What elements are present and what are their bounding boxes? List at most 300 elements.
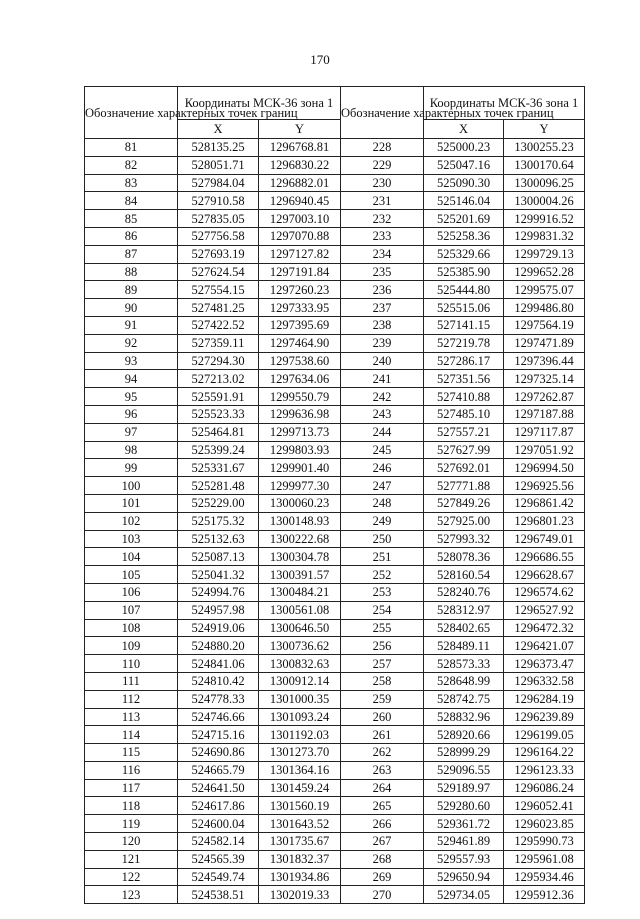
table-cell-x-value: 525331.67 — [178, 459, 259, 477]
table-row — [85, 139, 585, 157]
table-cell-y-value: 1299575.07 — [504, 281, 585, 299]
table-cell-y-value: 1296052.41 — [504, 797, 585, 815]
table-row — [85, 210, 585, 228]
table-cell-point-number: 115 — [85, 744, 178, 762]
table-row — [85, 334, 585, 352]
table-cell-y-value: 1302019.33 — [259, 886, 341, 904]
table-cell-point-number: 251 — [341, 548, 424, 566]
table-cell-y-value: 1300304.78 — [259, 548, 341, 566]
table-cell-y-value: 1300646.50 — [259, 619, 341, 637]
table-cell-y-value: 1300561.08 — [259, 601, 341, 619]
table-cell-point-number: 247 — [341, 477, 424, 495]
table-cell-y-value: 1296527.92 — [504, 601, 585, 619]
table-cell-y-value: 1296830.22 — [259, 156, 341, 174]
table-cell-point-number: 95 — [85, 388, 178, 406]
table-cell-x-value: 524810.42 — [178, 672, 259, 690]
table-cell-x-value: 524538.51 — [178, 886, 259, 904]
table-cell-point-number: 240 — [341, 352, 424, 370]
table-row — [85, 477, 585, 495]
table-cell-y-value: 1295934.46 — [504, 868, 585, 886]
table-cell-x-value: 527359.11 — [178, 334, 259, 352]
table-cell-x-value: 527481.25 — [178, 299, 259, 317]
table-row — [85, 494, 585, 512]
table-cell-x-value: 524919.06 — [178, 619, 259, 637]
table-row — [85, 833, 585, 851]
table-cell-x-value: 524841.06 — [178, 655, 259, 673]
table-cell-y-value: 1299977.30 — [259, 477, 341, 495]
table-cell-point-number: 119 — [85, 815, 178, 833]
header-y-left: Y — [259, 120, 341, 139]
table-cell-point-number: 266 — [341, 815, 424, 833]
table-cell-point-number: 270 — [341, 886, 424, 904]
table-cell-y-value: 1296421.07 — [504, 637, 585, 655]
table-row — [85, 548, 585, 566]
table-cell-y-value: 1297070.88 — [259, 227, 341, 245]
table-row — [85, 637, 585, 655]
table-cell-y-value: 1299486.80 — [504, 299, 585, 317]
table-cell-point-number: 265 — [341, 797, 424, 815]
table-row — [85, 405, 585, 423]
table-cell-y-value: 1297117.87 — [504, 423, 585, 441]
table-cell-x-value: 529461.89 — [424, 833, 504, 851]
table-cell-x-value: 528240.76 — [424, 583, 504, 601]
table-cell-point-number: 116 — [85, 761, 178, 779]
table-cell-y-value: 1297538.60 — [259, 352, 341, 370]
table-cell-x-value: 527849.26 — [424, 494, 504, 512]
table-cell-x-value: 525047.16 — [424, 156, 504, 174]
header-points-label-left: Обозначение характерных точек границ — [85, 87, 178, 139]
table-cell-x-value: 528648.99 — [424, 672, 504, 690]
table-cell-point-number: 259 — [341, 690, 424, 708]
table-cell-y-value: 1299803.93 — [259, 441, 341, 459]
table-cell-y-value: 1296086.24 — [504, 779, 585, 797]
table-cell-x-value: 528573.33 — [424, 655, 504, 673]
table-cell-x-value: 524994.76 — [178, 583, 259, 601]
table-row — [85, 850, 585, 868]
table-cell-point-number: 232 — [341, 210, 424, 228]
table-cell-y-value: 1301093.24 — [259, 708, 341, 726]
table-cell-y-value: 1301643.52 — [259, 815, 341, 833]
table-cell-y-value: 1297191.84 — [259, 263, 341, 281]
table-cell-point-number: 85 — [85, 210, 178, 228]
table-cell-point-number: 110 — [85, 655, 178, 673]
table-cell-y-value: 1295961.08 — [504, 850, 585, 868]
table-cell-x-value: 527693.19 — [178, 245, 259, 263]
table-cell-y-value: 1299901.40 — [259, 459, 341, 477]
table-cell-y-value: 1296332.58 — [504, 672, 585, 690]
table-row — [85, 708, 585, 726]
table-cell-x-value: 528051.71 — [178, 156, 259, 174]
header-coords-label-left: Координаты МСК-36 зона 1 — [178, 87, 341, 120]
table-cell-x-value: 528160.54 — [424, 566, 504, 584]
table-cell-y-value: 1300832.63 — [259, 655, 341, 673]
table-cell-y-value: 1299550.79 — [259, 388, 341, 406]
table-cell-point-number: 264 — [341, 779, 424, 797]
table-row — [85, 690, 585, 708]
table-cell-y-value: 1297325.14 — [504, 370, 585, 388]
table-cell-point-number: 234 — [341, 245, 424, 263]
table-cell-x-value: 527984.04 — [178, 174, 259, 192]
table-cell-point-number: 267 — [341, 833, 424, 851]
table-cell-x-value: 524641.50 — [178, 779, 259, 797]
table-cell-point-number: 89 — [85, 281, 178, 299]
table-row — [85, 316, 585, 334]
table-cell-y-value: 1296284.19 — [504, 690, 585, 708]
table-cell-y-value: 1300484.21 — [259, 583, 341, 601]
table-cell-y-value: 1300912.14 — [259, 672, 341, 690]
table-row — [85, 530, 585, 548]
table-cell-point-number: 237 — [341, 299, 424, 317]
table-cell-y-value: 1296164.22 — [504, 744, 585, 762]
page-number: 170 — [310, 52, 330, 67]
table-cell-point-number: 246 — [341, 459, 424, 477]
table-cell-point-number: 96 — [85, 405, 178, 423]
table-cell-x-value: 524549.74 — [178, 868, 259, 886]
table-cell-point-number: 231 — [341, 192, 424, 210]
table-row — [85, 245, 585, 263]
table-cell-y-value: 1299652.28 — [504, 263, 585, 281]
table-cell-point-number: 107 — [85, 601, 178, 619]
table-row — [85, 299, 585, 317]
table-cell-x-value: 525515.06 — [424, 299, 504, 317]
table-cell-point-number: 86 — [85, 227, 178, 245]
table-cell-point-number: 106 — [85, 583, 178, 601]
table-cell-point-number: 98 — [85, 441, 178, 459]
table-cell-x-value: 524880.20 — [178, 637, 259, 655]
header-x-left: X — [178, 120, 259, 139]
table-cell-x-value: 529361.72 — [424, 815, 504, 833]
table-cell-point-number: 121 — [85, 850, 178, 868]
table-cell-point-number: 114 — [85, 726, 178, 744]
table-cell-y-value: 1300170.64 — [504, 156, 585, 174]
table-cell-point-number: 261 — [341, 726, 424, 744]
table-row — [85, 352, 585, 370]
table-cell-y-value: 1300096.25 — [504, 174, 585, 192]
table-cell-x-value: 528402.65 — [424, 619, 504, 637]
table-cell-point-number: 250 — [341, 530, 424, 548]
table-cell-point-number: 235 — [341, 263, 424, 281]
table-cell-point-number: 238 — [341, 316, 424, 334]
table-cell-x-value: 527422.52 — [178, 316, 259, 334]
table-cell-y-value: 1299713.73 — [259, 423, 341, 441]
table-cell-y-value: 1301364.16 — [259, 761, 341, 779]
table-cell-x-value: 524600.04 — [178, 815, 259, 833]
table-cell-x-value: 527910.58 — [178, 192, 259, 210]
table-cell-x-value: 529189.97 — [424, 779, 504, 797]
table-cell-y-value: 1300222.68 — [259, 530, 341, 548]
table-cell-y-value: 1300391.57 — [259, 566, 341, 584]
table-cell-y-value: 1300148.93 — [259, 512, 341, 530]
table-row — [85, 441, 585, 459]
table-row — [85, 815, 585, 833]
table-cell-x-value: 529650.94 — [424, 868, 504, 886]
table-cell-point-number: 233 — [341, 227, 424, 245]
table-cell-x-value: 527993.32 — [424, 530, 504, 548]
table-cell-x-value: 527756.58 — [178, 227, 259, 245]
table-cell-y-value: 1296373.47 — [504, 655, 585, 673]
table-cell-point-number: 93 — [85, 352, 178, 370]
header-y-right: Y — [504, 120, 585, 139]
table-cell-y-value: 1300736.62 — [259, 637, 341, 655]
table-cell-point-number: 118 — [85, 797, 178, 815]
table-cell-y-value: 1297396.44 — [504, 352, 585, 370]
table-cell-y-value: 1300255.23 — [504, 139, 585, 157]
table-cell-x-value: 528489.11 — [424, 637, 504, 655]
table-row — [85, 672, 585, 690]
table-cell-x-value: 527624.54 — [178, 263, 259, 281]
table-cell-x-value: 528312.97 — [424, 601, 504, 619]
table-cell-x-value: 527692.01 — [424, 459, 504, 477]
table-cell-y-value: 1301735.67 — [259, 833, 341, 851]
table-cell-point-number: 263 — [341, 761, 424, 779]
table-cell-x-value: 527351.56 — [424, 370, 504, 388]
table-cell-y-value: 1297003.10 — [259, 210, 341, 228]
table-cell-x-value: 524957.98 — [178, 601, 259, 619]
table-cell-x-value: 524690.86 — [178, 744, 259, 762]
table-cell-point-number: 260 — [341, 708, 424, 726]
table-cell-x-value: 528742.75 — [424, 690, 504, 708]
table-row — [85, 886, 585, 904]
header-x-right: X — [424, 120, 504, 139]
table-cell-y-value: 1295912.36 — [504, 886, 585, 904]
table-cell-y-value: 1301000.35 — [259, 690, 341, 708]
table-cell-x-value: 527286.17 — [424, 352, 504, 370]
table-cell-point-number: 253 — [341, 583, 424, 601]
table-cell-point-number: 94 — [85, 370, 178, 388]
table-cell-point-number: 120 — [85, 833, 178, 851]
table-cell-x-value: 525464.81 — [178, 423, 259, 441]
table-cell-y-value: 1296123.33 — [504, 761, 585, 779]
table-cell-y-value: 1297564.19 — [504, 316, 585, 334]
table-row — [85, 156, 585, 174]
table-cell-y-value: 1296472.32 — [504, 619, 585, 637]
table-cell-y-value: 1296023.85 — [504, 815, 585, 833]
table-cell-x-value: 525229.00 — [178, 494, 259, 512]
table-cell-x-value: 527771.88 — [424, 477, 504, 495]
table-cell-x-value: 529557.93 — [424, 850, 504, 868]
table-cell-y-value: 1296628.67 — [504, 566, 585, 584]
table-cell-point-number: 87 — [85, 245, 178, 263]
table-cell-point-number: 111 — [85, 672, 178, 690]
table-cell-x-value: 527213.02 — [178, 370, 259, 388]
table-cell-x-value: 525175.32 — [178, 512, 259, 530]
table-row — [85, 281, 585, 299]
table-cell-point-number: 102 — [85, 512, 178, 530]
table-cell-point-number: 254 — [341, 601, 424, 619]
table-cell-y-value: 1297634.06 — [259, 370, 341, 388]
table-cell-x-value: 524565.39 — [178, 850, 259, 868]
table-row — [85, 779, 585, 797]
table-cell-point-number: 243 — [341, 405, 424, 423]
table-row — [85, 512, 585, 530]
table-row — [85, 655, 585, 673]
table-cell-point-number: 112 — [85, 690, 178, 708]
table-cell-x-value: 528999.29 — [424, 744, 504, 762]
table-row — [85, 726, 585, 744]
table-cell-x-value: 525000.23 — [424, 139, 504, 157]
table-cell-y-value: 1301273.70 — [259, 744, 341, 762]
table-cell-point-number: 236 — [341, 281, 424, 299]
table-cell-point-number: 90 — [85, 299, 178, 317]
table-cell-x-value: 527141.15 — [424, 316, 504, 334]
table-row — [85, 370, 585, 388]
table-cell-y-value: 1297051.92 — [504, 441, 585, 459]
table-cell-point-number: 241 — [341, 370, 424, 388]
table-row — [85, 459, 585, 477]
table-cell-x-value: 525591.91 — [178, 388, 259, 406]
table-cell-x-value: 525041.32 — [178, 566, 259, 584]
table-cell-point-number: 97 — [85, 423, 178, 441]
table-row — [85, 566, 585, 584]
table-cell-x-value: 528832.96 — [424, 708, 504, 726]
table-cell-y-value: 1301192.03 — [259, 726, 341, 744]
table-cell-point-number: 91 — [85, 316, 178, 334]
table-cell-point-number: 239 — [341, 334, 424, 352]
table-cell-point-number: 230 — [341, 174, 424, 192]
table-cell-point-number: 81 — [85, 139, 178, 157]
table-cell-y-value: 1301934.86 — [259, 868, 341, 886]
table-cell-y-value: 1296882.01 — [259, 174, 341, 192]
table-cell-point-number: 117 — [85, 779, 178, 797]
table-row — [85, 868, 585, 886]
table-cell-x-value: 529096.55 — [424, 761, 504, 779]
table-cell-x-value: 525281.48 — [178, 477, 259, 495]
table-row — [85, 192, 585, 210]
table-row — [85, 227, 585, 245]
table-cell-point-number: 99 — [85, 459, 178, 477]
table-cell-x-value: 529280.60 — [424, 797, 504, 815]
table-cell-y-value: 1296239.89 — [504, 708, 585, 726]
table-cell-y-value: 1301832.37 — [259, 850, 341, 868]
table-cell-point-number: 242 — [341, 388, 424, 406]
table-cell-x-value: 524778.33 — [178, 690, 259, 708]
table-cell-y-value: 1296574.62 — [504, 583, 585, 601]
table-row — [85, 263, 585, 281]
table-cell-y-value: 1297333.95 — [259, 299, 341, 317]
header-points-label-right: Обозначение характерных точек границ — [341, 87, 424, 139]
table-cell-y-value: 1301459.24 — [259, 779, 341, 797]
table-cell-y-value: 1299636.98 — [259, 405, 341, 423]
table-cell-x-value: 525444.80 — [424, 281, 504, 299]
table-cell-y-value: 1299831.32 — [504, 227, 585, 245]
table-cell-x-value: 527925.00 — [424, 512, 504, 530]
table-row — [85, 388, 585, 406]
table-row — [85, 583, 585, 601]
table-cell-point-number: 109 — [85, 637, 178, 655]
table-row — [85, 423, 585, 441]
table-cell-x-value: 525399.24 — [178, 441, 259, 459]
table-cell-point-number: 92 — [85, 334, 178, 352]
table-cell-y-value: 1297262.87 — [504, 388, 585, 406]
table-cell-point-number: 101 — [85, 494, 178, 512]
table-row — [85, 744, 585, 762]
table-row — [85, 797, 585, 815]
table-row — [85, 174, 585, 192]
table-cell-x-value: 527410.88 — [424, 388, 504, 406]
table-cell-x-value: 524715.16 — [178, 726, 259, 744]
table-cell-x-value: 527835.05 — [178, 210, 259, 228]
table-row — [85, 601, 585, 619]
table-cell-y-value: 1297127.82 — [259, 245, 341, 263]
table-cell-y-value: 1301560.19 — [259, 797, 341, 815]
table-cell-point-number: 88 — [85, 263, 178, 281]
table-cell-y-value: 1296801.23 — [504, 512, 585, 530]
table-cell-x-value: 528135.25 — [178, 139, 259, 157]
coordinates-table — [84, 86, 585, 904]
table-cell-x-value: 525329.66 — [424, 245, 504, 263]
table-cell-x-value: 525201.69 — [424, 210, 504, 228]
table-cell-point-number: 252 — [341, 566, 424, 584]
table-cell-y-value: 1299729.13 — [504, 245, 585, 263]
table-cell-y-value: 1296768.81 — [259, 139, 341, 157]
table-cell-y-value: 1300004.26 — [504, 192, 585, 210]
table-cell-point-number: 229 — [341, 156, 424, 174]
table-cell-point-number: 244 — [341, 423, 424, 441]
table-cell-point-number: 105 — [85, 566, 178, 584]
table-cell-x-value: 524665.79 — [178, 761, 259, 779]
table-body — [85, 139, 585, 904]
table-row — [85, 761, 585, 779]
table-cell-y-value: 1296686.55 — [504, 548, 585, 566]
table-cell-x-value: 527294.30 — [178, 352, 259, 370]
table-cell-point-number: 113 — [85, 708, 178, 726]
header-coords-label-right: Координаты МСК-36 зона 1 — [424, 87, 585, 120]
table-cell-y-value: 1297187.88 — [504, 405, 585, 423]
table-cell-x-value: 527485.10 — [424, 405, 504, 423]
table-cell-x-value: 525146.04 — [424, 192, 504, 210]
table-cell-point-number: 256 — [341, 637, 424, 655]
table-cell-x-value: 525132.63 — [178, 530, 259, 548]
table-cell-x-value: 528920.66 — [424, 726, 504, 744]
table-row — [85, 619, 585, 637]
table-cell-point-number: 104 — [85, 548, 178, 566]
table-cell-x-value: 524746.66 — [178, 708, 259, 726]
table-cell-x-value: 525087.13 — [178, 548, 259, 566]
table-cell-point-number: 249 — [341, 512, 424, 530]
table-cell-y-value: 1295990.73 — [504, 833, 585, 851]
table-cell-point-number: 245 — [341, 441, 424, 459]
table-cell-y-value: 1296925.56 — [504, 477, 585, 495]
table-cell-point-number: 228 — [341, 139, 424, 157]
table-cell-y-value: 1297464.90 — [259, 334, 341, 352]
table-cell-point-number: 84 — [85, 192, 178, 210]
table-cell-x-value: 525258.36 — [424, 227, 504, 245]
table-cell-x-value: 527554.15 — [178, 281, 259, 299]
table-cell-point-number: 108 — [85, 619, 178, 637]
table-cell-point-number: 269 — [341, 868, 424, 886]
table-cell-x-value: 527219.78 — [424, 334, 504, 352]
table-cell-point-number: 257 — [341, 655, 424, 673]
table-cell-x-value: 524582.14 — [178, 833, 259, 851]
table-cell-point-number: 82 — [85, 156, 178, 174]
table-cell-point-number: 268 — [341, 850, 424, 868]
table-cell-point-number: 83 — [85, 174, 178, 192]
table-cell-y-value: 1296749.01 — [504, 530, 585, 548]
table-cell-x-value: 525090.30 — [424, 174, 504, 192]
table-cell-y-value: 1296861.42 — [504, 494, 585, 512]
table-cell-point-number: 255 — [341, 619, 424, 637]
table-cell-point-number: 103 — [85, 530, 178, 548]
table-cell-y-value: 1296994.50 — [504, 459, 585, 477]
table-cell-x-value: 528078.36 — [424, 548, 504, 566]
table-cell-x-value: 525385.90 — [424, 263, 504, 281]
table-cell-x-value: 527627.99 — [424, 441, 504, 459]
table-cell-point-number: 123 — [85, 886, 178, 904]
table-cell-point-number: 258 — [341, 672, 424, 690]
table-cell-y-value: 1297260.23 — [259, 281, 341, 299]
table-cell-point-number: 262 — [341, 744, 424, 762]
table-cell-point-number: 100 — [85, 477, 178, 495]
